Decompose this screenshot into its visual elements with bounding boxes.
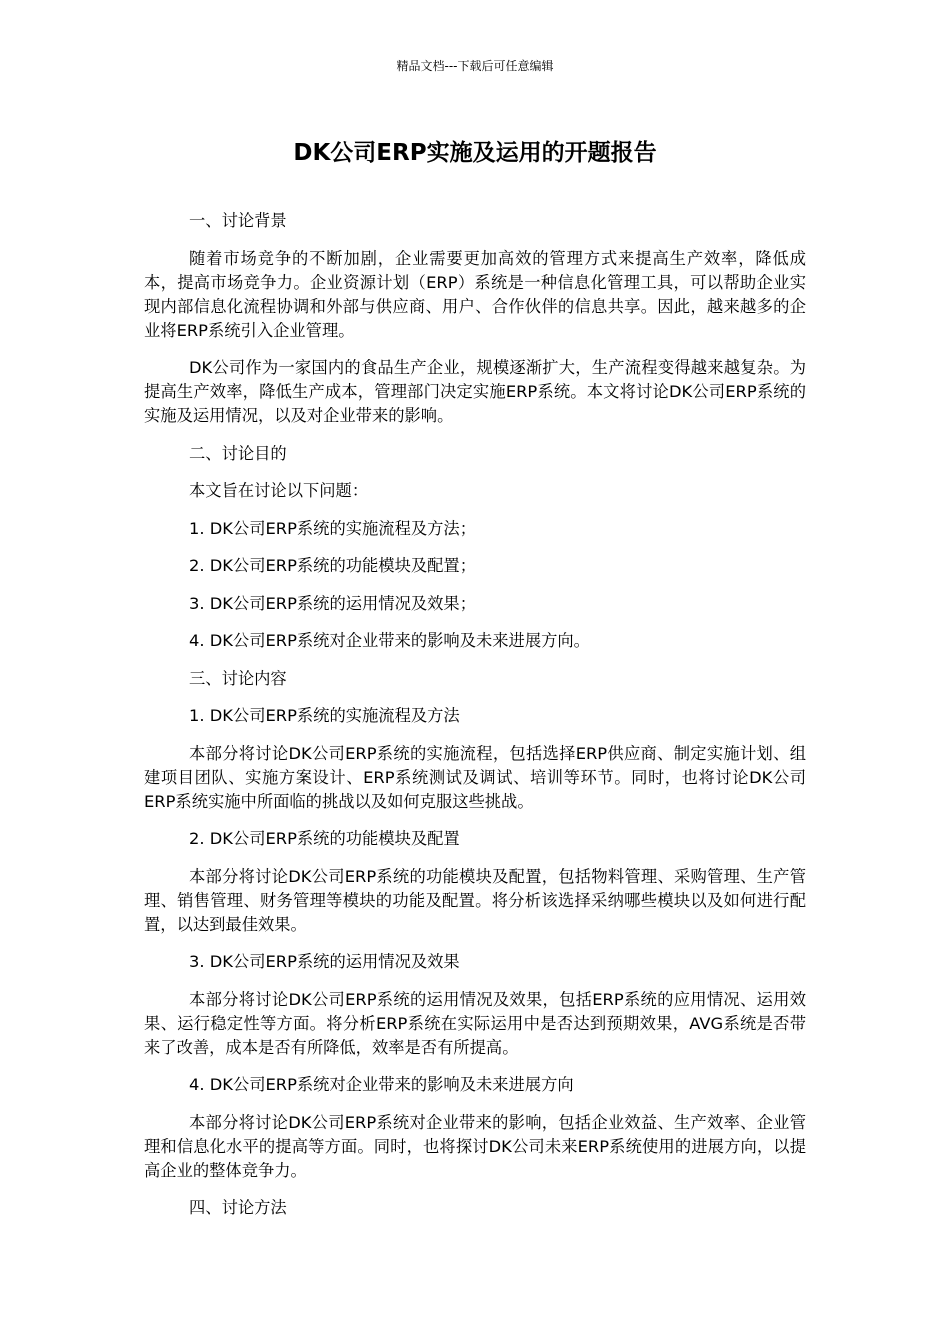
header-note: 精品文档---下载后可任意编辑 [396, 59, 554, 73]
subheading-content-3: 3. DK公司ERP系统的运用情况及效果 [189, 952, 460, 971]
paragraph-content-1: 本部分将讨论DK公司ERP系统的实施流程，包括选择ERP供应商、制定实施计划、组建项目团队、实施方案设计、ERP系统测试及调试、培训等环节。同时，也将讨论DK公司ERP系统实施中所面临的挑战以及如何克服这些挑战。 [144, 743, 806, 811]
paragraph-content-2: 本部分将讨论DK公司ERP系统的功能模块及配置，包括物料管理、采购管理、生产管理、销售管理、财务管理等模块的功能及配置。将分析该选择采纳哪些模块以及如何进行配置，以达到最佳效果。 [144, 866, 806, 934]
section-heading-purpose: 二、讨论目的 [189, 443, 287, 463]
list-item-purpose-1: 1. DK公司ERP系统的实施流程及方法； [189, 518, 476, 538]
paragraph-content-4: 本部分将讨论DK公司ERP系统对企业带来的影响，包括企业效益、生产效率、企业管理和信息化水平的提高等方面。同时，也将探讨DK公司未来ERP系统使用的进展方向，以提高企业的整体竞争力。 [144, 1112, 806, 1180]
subheading-content-2: 2. DK公司ERP系统的功能模块及配置 [189, 829, 460, 848]
section-heading-content: 三、讨论内容 [189, 668, 287, 688]
list-item-purpose-2: 2. DK公司ERP系统的功能模块及配置； [189, 556, 476, 575]
document-title: DK公司ERP实施及运用的开题报告 [293, 140, 657, 166]
section-heading-background: 一、讨论背景 [189, 211, 287, 230]
paragraph-purpose-intro: 本文旨在讨论以下问题： [189, 481, 369, 500]
list-item-purpose-4: 4. DK公司ERP系统对企业带来的影响及未来进展方向。 [189, 631, 590, 650]
document-body [144, 209, 806, 1234]
paragraph-background-1: 随着市场竞争的不断加剧，企业需要更加高效的管理方式来提高生产效率，降低成本，提高市场竞争力。企业资源计划（ERP）系统是一种信息化管理工具，可以帮助企业实现内部信息化流程协调和外部与供应商、用户、合作伙伴的信息共享。因此，越来越多的企业将ERP系统引入企业管理。 [144, 248, 806, 340]
section-heading-method: 四、讨论方法 [189, 1198, 287, 1217]
paragraph-content-3: 本部分将讨论DK公司ERP系统的运用情况及效果，包括ERP系统的应用情况、运用效果、运行稳定性等方面。将分析ERP系统在实际运用中是否达到预期效果，AVG系统是否带来了改善，成本是否有所降低，效率是否有所提高。 [144, 989, 806, 1057]
paragraph-background-2: DK公司作为一家国内的食品生产企业，规模逐渐扩大，生产流程变得越来越复杂。为提高生产效率，降低生产成本，管理部门决定实施ERP系统。本文将讨论DK公司ERP系统的实施及运用情况，以及对企业带来的影响。 [144, 358, 806, 425]
subheading-content-4: 4. DK公司ERP系统对企业带来的影响及未来进展方向 [189, 1075, 574, 1094]
list-item-purpose-3: 3. DK公司ERP系统的运用情况及效果； [189, 593, 476, 613]
subheading-content-1: 1. DK公司ERP系统的实施流程及方法 [189, 706, 460, 725]
